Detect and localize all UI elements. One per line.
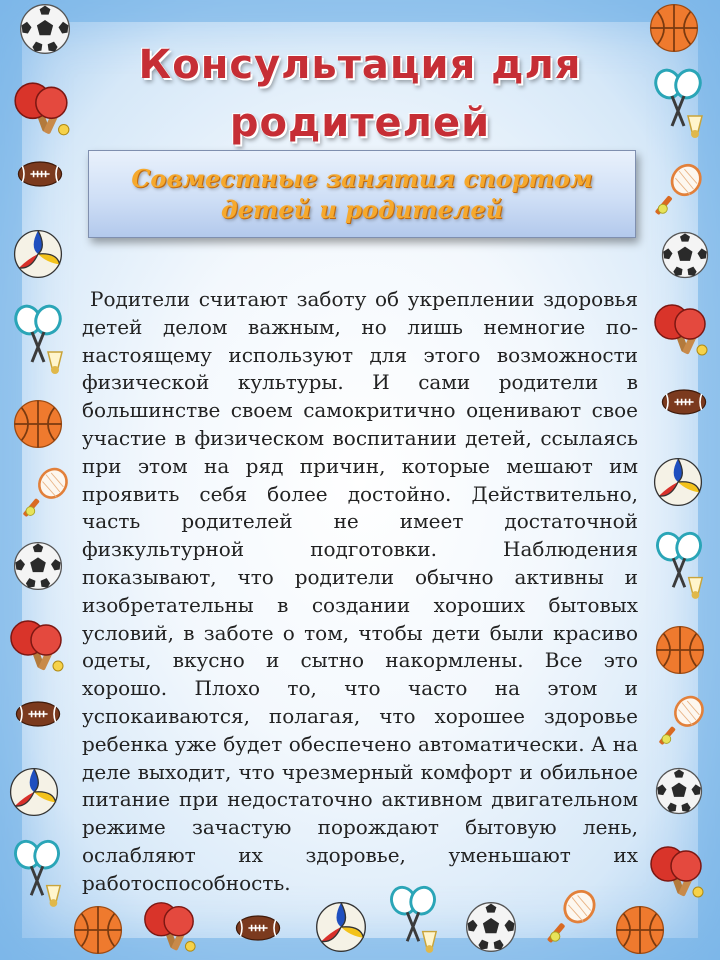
soccer-ball-icon bbox=[12, 540, 64, 592]
ping-pong-paddles-icon bbox=[646, 842, 706, 902]
american-football-icon bbox=[234, 910, 282, 946]
volleyball-icon bbox=[314, 900, 368, 954]
badminton-rackets-icon bbox=[8, 838, 66, 908]
subtitle-banner bbox=[88, 150, 636, 238]
ping-pong-paddles-icon bbox=[10, 78, 72, 140]
badminton-rackets-icon bbox=[8, 302, 68, 376]
badminton-rackets-icon bbox=[648, 66, 708, 140]
american-football-icon bbox=[14, 696, 62, 732]
volleyball-icon bbox=[652, 456, 704, 508]
ping-pong-paddles-icon bbox=[650, 300, 710, 360]
soccer-ball-icon bbox=[654, 766, 704, 816]
soccer-ball-icon bbox=[660, 230, 710, 280]
basketball-icon bbox=[654, 624, 706, 676]
badminton-rackets-icon bbox=[650, 530, 708, 600]
page-title: Консультация для родителей bbox=[138, 42, 582, 146]
ping-pong-paddles-icon bbox=[140, 898, 198, 956]
american-football-icon bbox=[16, 156, 64, 192]
basketball-icon bbox=[72, 904, 124, 956]
tennis-racket-icon bbox=[656, 694, 708, 746]
soccer-ball-icon bbox=[18, 2, 72, 56]
tennis-racket-icon bbox=[652, 162, 706, 216]
basketball-icon bbox=[648, 2, 700, 54]
volleyball-icon bbox=[12, 228, 64, 280]
body-paragraph: Родители считают заботу об укреплении здоровья детей делом важным, но лишь немногие по-настоящему используют для этого возможности физической культуры. И сами родители в большинстве своем самокритично оценивают свое участие в физическом воспитании детей, ссылаясь при этом на ряд причин, которые мешают им проявить себя более достойно. Действительно, часть родителей не имеет достаточной физкультурной подготовки. Наблюдения показывают, что родители обычно активны и изобретательны в создании хороших бытовых условий, в заботе о том, чтобы дети были красиво одеты, вкусно и сытно накормлены. Все это хорошо. Плохо то, что часто на этом и успокаиваются, полагая, что хорошее здоровье ребенка уже будет обеспечено автоматически. А на деле выходит, что чрезмерный комфорт и обильное питание при недостаточно активном двигательном режиме зачастую порождают бытовую лень, ослабляют их здоровье, уменьшают их работоспособность. bbox=[82, 287, 638, 895]
ping-pong-paddles-icon bbox=[6, 616, 66, 676]
basketball-icon bbox=[12, 398, 64, 450]
volleyball-icon bbox=[8, 766, 60, 818]
american-football-icon bbox=[660, 384, 708, 420]
basketball-icon bbox=[614, 904, 666, 956]
soccer-ball-icon bbox=[464, 900, 518, 954]
tennis-racket-icon bbox=[20, 466, 72, 518]
subtitle: Совместные занятия спортом детей и родителей bbox=[131, 164, 593, 224]
